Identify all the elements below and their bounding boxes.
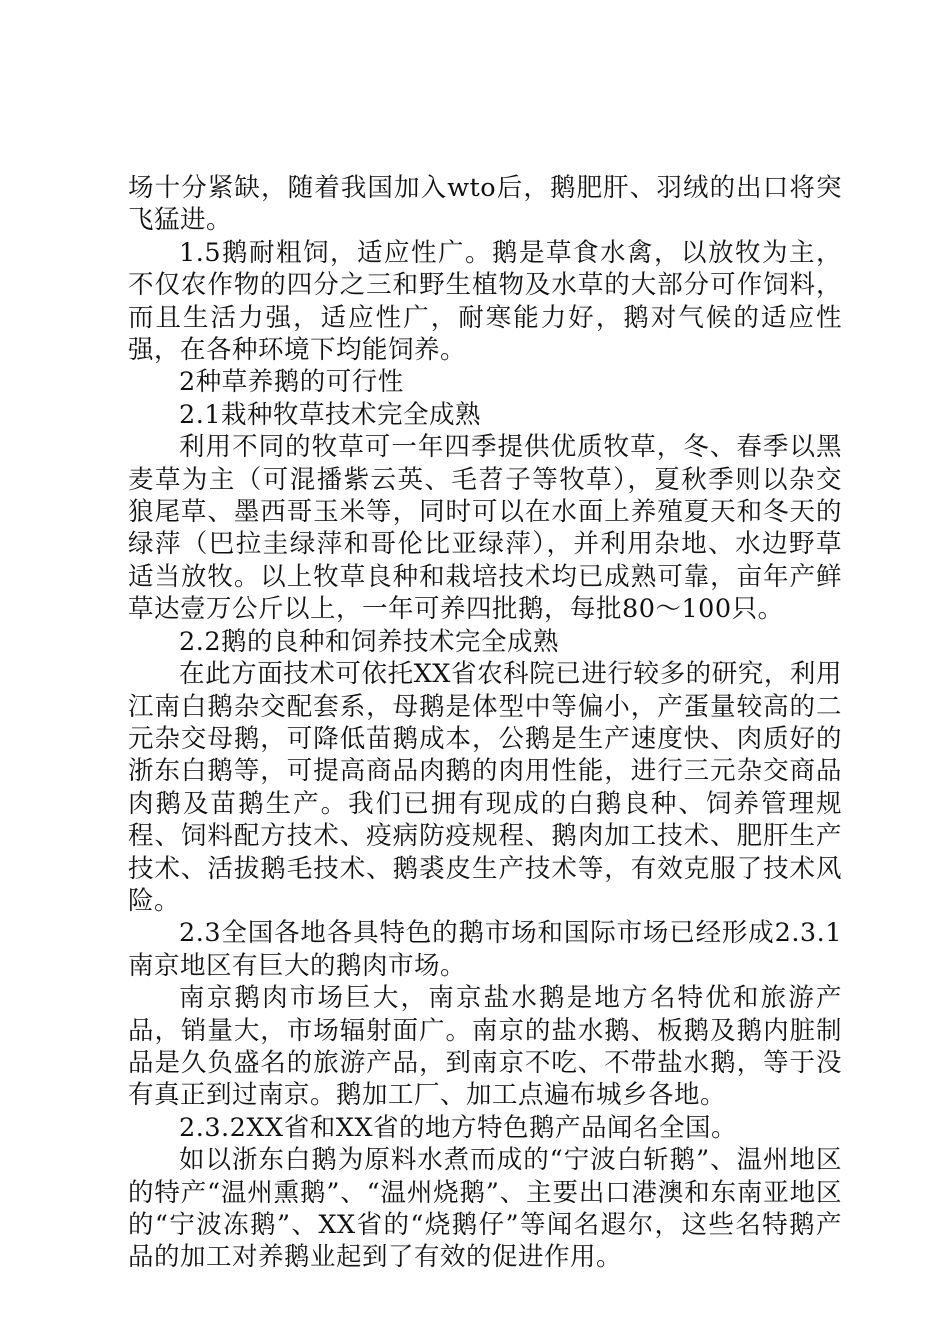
heading-2-1: 2.1栽种牧草技术完全成熟 — [179, 399, 482, 430]
heading-2-2: 2.2鹅的良种和饲养技术完全成熟 — [179, 626, 560, 657]
paragraph-1-5: 1.5鹅耐粗饲，适应性广。鹅是草食水禽，以放牧为主，不仅农作物的四分之三和野生植物及水草的大部分可作饲料，而且生活力强，适应性广，耐寒能力好，鹅对气候的适应性强，在各种环境下均能饲养。 — [128, 237, 842, 366]
paragraph-continuation: 场十分紧缺，随着我国加入wto后，鹅肥肝、羽绒的出口将突飞猛进。 — [128, 173, 842, 236]
document-body — [128, 172, 842, 1274]
heading-2-3-2: 2.3.2XX省和XX省的地方特色鹅产品闻名全国。 — [179, 1112, 737, 1143]
paragraph-breeding: 在此方面技术可依托XX省农科院已进行较多的研究，利用江南白鹅杂交配套系，母鹅是体型中等偏小，产蛋量较高的二元杂交母鹅，可降低苗鹅成本，公鹅是生产速度快、肉质好的浙东白鹅等，可提高商品肉鹅的肉用性能，进行三元杂交商品肉鹅及苗鹅生产。我们已拥有现成的白鹅良种、饲养管理规程、饲料配方技术、疫病防疫规程、鹅肉加工技术、肥肝生产技术、活拔鹅毛技术、鹅裘皮生产技术等，有效克服了技术风险。 — [128, 659, 842, 916]
paragraph-nanjing: 南京鹅肉市场巨大，南京盐水鹅是地方名特优和旅游产品，销量大，市场辐射面广。南京的盐水鹅、板鹅及鹅内脏制品是久负盛名的旅游产品，到南京不吃、不带盐水鹅，等于没有真正到过南京。鹅加工厂、加工点遍布城乡各地。 — [128, 983, 842, 1111]
heading-2-3: 2.3全国各地各具特色的鹅市场和国际市场已经形成2.3.1南京地区有巨大的鹅肉市场。 — [128, 918, 842, 981]
heading-2: 2种草养鹅的可行性 — [179, 367, 404, 398]
paragraph-forage: 利用不同的牧草可一年四季提供优质牧草，冬、春季以黑麦草为主（可混播紫云英、毛苕子等牧草），夏秋季则以杂交狼尾草、墨西哥玉米等，同时可以在水面上养殖夏天和冬天的绿萍（巴拉圭绿萍和哥伦比亚绿萍），并利用杂地、水边野草适当放牧。以上牧草良种和栽培技术均已成熟可靠，亩年产鲜草达壹万公斤以上，一年可养四批鹅，每批80～100只。 — [128, 432, 842, 625]
paragraph-specialty: 如以浙东白鹅为原料水煮而成的“宁波白斩鹅”、温州地区的特产“温州熏鹅”、“温州烧鹅”、主要出口港澳和东南亚地区的“宁波冻鹅”、XX省的“烧鹅仔”等闻名遐尔，这些名特鹅产品的加工对养鹅业起到了有效的促进作用。 — [128, 1145, 842, 1273]
